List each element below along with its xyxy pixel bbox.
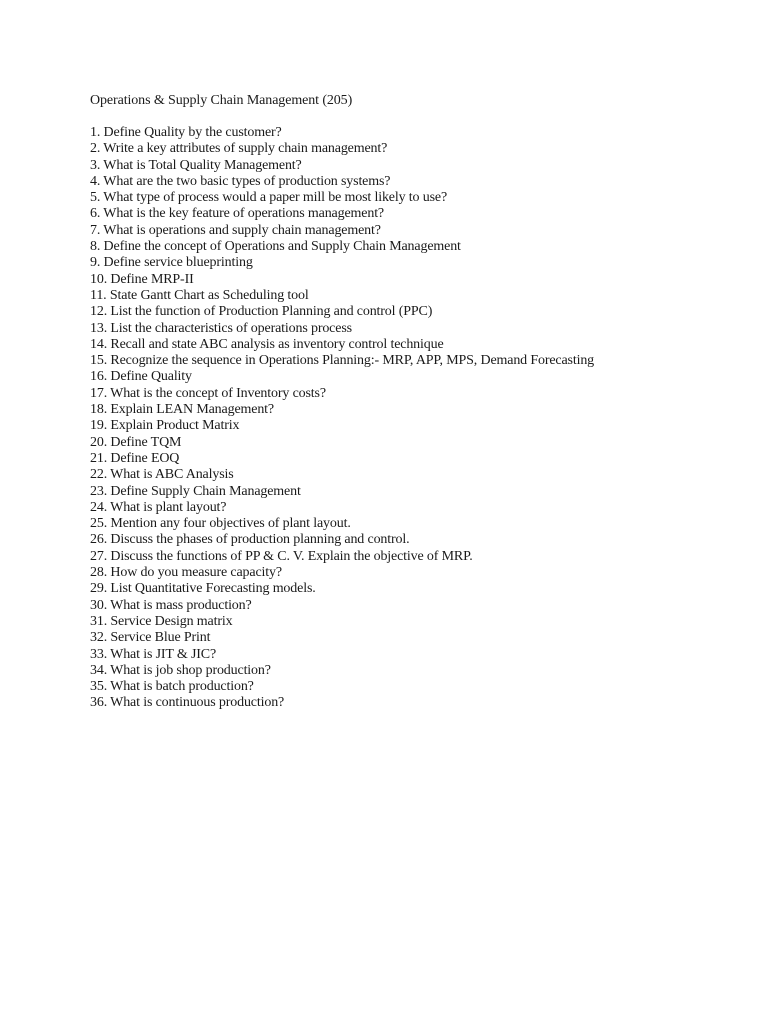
- question-list: [90, 125, 594, 712]
- question-item: 21. Define EOQ: [90, 450, 180, 466]
- question-item: 12. List the function of Production Planning and control (PPC): [90, 304, 433, 320]
- document-title: Operations & Supply Chain Management (205): [90, 93, 353, 108]
- question-item: 8. Define the concept of Operations and Supply Chain Management: [90, 239, 461, 255]
- question-item: 4. What are the two basic types of production systems?: [90, 173, 391, 189]
- question-item: 35. What is batch production?: [90, 679, 254, 695]
- question-item: 7. What is operations and supply chain management?: [90, 222, 381, 238]
- question-item: 36. What is continuous production?: [90, 695, 285, 711]
- question-item: 5. What type of process would a paper mill be most likely to use?: [90, 190, 448, 206]
- question-item: 2. Write a key attributes of supply chain management?: [90, 141, 388, 157]
- question-item: 13. List the characteristics of operations process: [90, 320, 352, 336]
- question-item: 24. What is plant layout?: [90, 499, 227, 515]
- question-item: 11. State Gantt Chart as Scheduling tool: [90, 287, 309, 303]
- question-item: 27. Discuss the functions of PP & C. V. Explain the objective of MRP.: [90, 548, 473, 564]
- question-item: 3. What is Total Quality Management?: [90, 157, 302, 173]
- question-item: 20. Define TQM: [90, 434, 182, 450]
- question-item: 1. Define Quality by the customer?: [90, 125, 282, 140]
- question-item: 18. Explain LEAN Management?: [90, 402, 274, 418]
- question-item: 22. What is ABC Analysis: [90, 467, 234, 483]
- question-item: 34. What is job shop production?: [90, 662, 271, 678]
- question-item: 17. What is the concept of Inventory costs?: [90, 385, 326, 401]
- question-item: 31. Service Design matrix: [90, 613, 233, 629]
- question-item: 10. Define MRP-II: [90, 271, 194, 287]
- question-item: 25. Mention any four objectives of plant layout.: [90, 516, 351, 532]
- question-item: 23. Define Supply Chain Management: [90, 483, 301, 499]
- question-item: 15. Recognize the sequence in Operations Planning:- MRP, APP, MPS, Demand Forecasting: [90, 353, 595, 369]
- question-item: 32. Service Blue Print: [90, 630, 211, 646]
- question-item: 14. Recall and state ABC analysis as inventory control technique: [90, 336, 444, 352]
- question-item: 16. Define Quality: [90, 369, 192, 385]
- question-item: 29. List Quantitative Forecasting models.: [90, 581, 316, 597]
- question-item: 30. What is mass production?: [90, 597, 252, 613]
- question-item: 33. What is JIT & JIC?: [90, 646, 217, 662]
- question-item: 28. How do you measure capacity?: [90, 565, 282, 581]
- question-item: 26. Discuss the phases of production planning and control.: [90, 532, 410, 548]
- question-item: 6. What is the key feature of operations management?: [90, 206, 384, 222]
- question-item: 19. Explain Product Matrix: [90, 418, 240, 434]
- question-item: 9. Define service blueprinting: [90, 255, 253, 271]
